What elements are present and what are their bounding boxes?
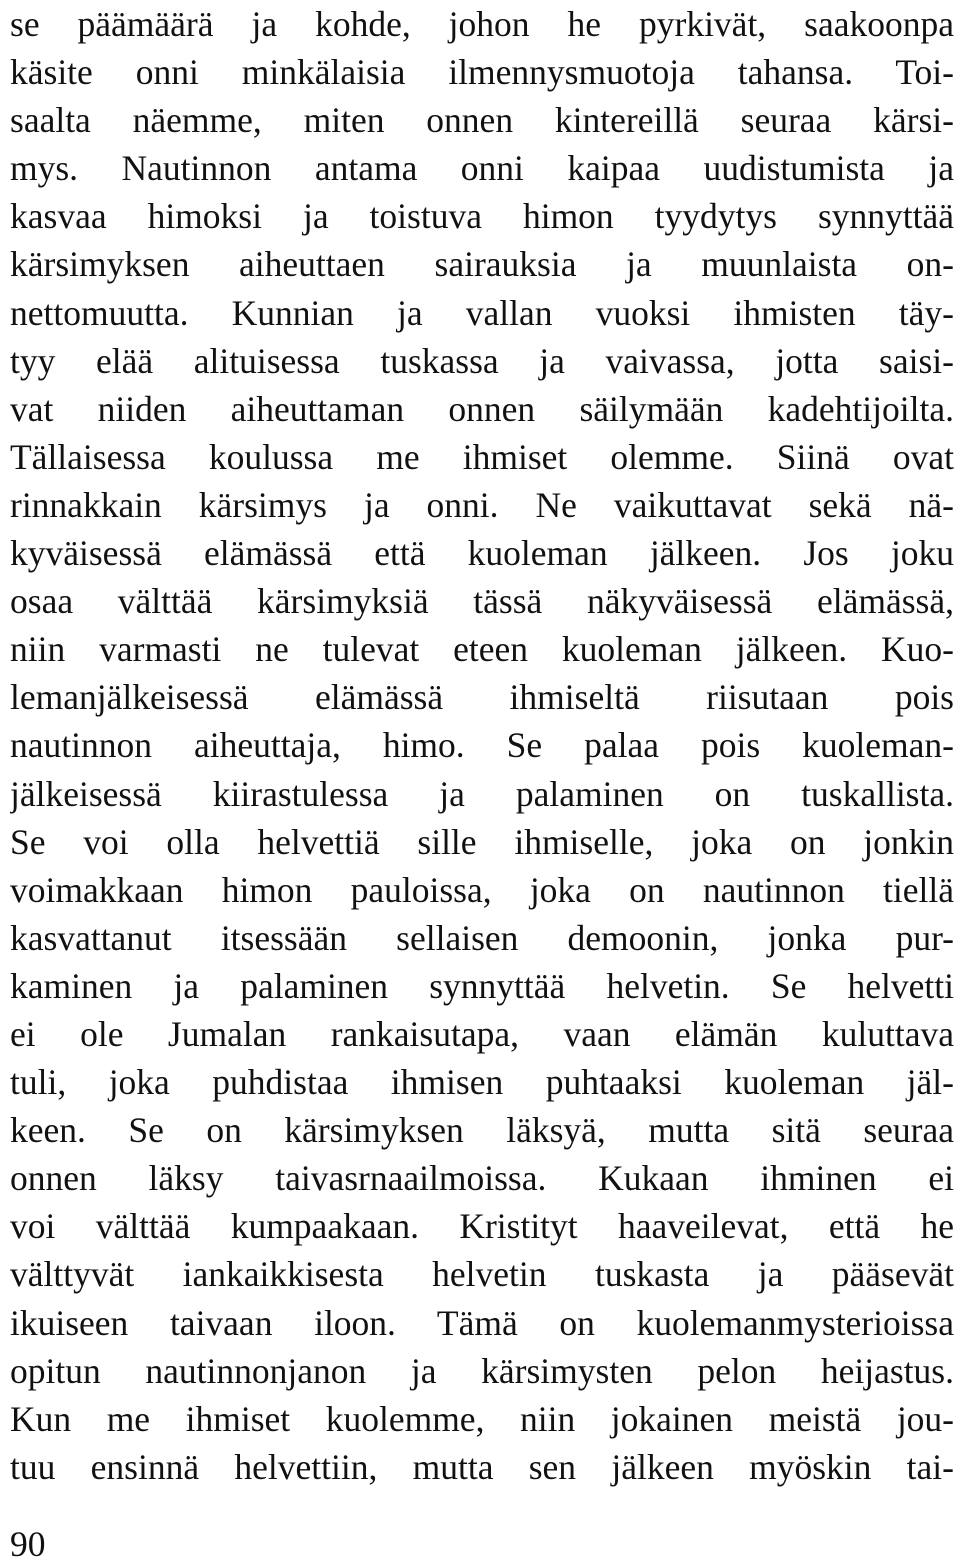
text-line-8: tyy elää alituisessa tuskassa ja vaivassa, jotta saisi-: [10, 340, 954, 381]
text-line-19: voimakkaan himon pauloissa, joka on nautinnon tiellä: [10, 869, 954, 910]
text-line-26: voi välttää kumpaakaan. Kristityt haaveilevat, että he: [10, 1206, 954, 1247]
text-line-2: käsite onni minkälaisia ilmennysmuotoja tahansa. Toi-: [10, 52, 954, 93]
text-line-24: keen. Se on kärsimyksen läksyä, mutta sitä seuraa: [10, 1110, 954, 1151]
text-line-27: välttyvät iankaikkisesta helvetin tuskasta ja pääsevät: [10, 1254, 954, 1295]
text-line-16: nautinnon aiheuttaja, himo. Se palaa pois kuoleman-: [10, 725, 954, 766]
page-number: 90: [10, 1524, 46, 1564]
text-line-17: jälkeisessä kiirastulessa ja palaminen on tuskallista.: [10, 773, 954, 814]
text-line-11: rinnakkain kärsimys ja onni. Ne vaikuttavat sekä nä-: [10, 484, 954, 525]
text-line-14: niin varmasti ne tulevat eteen kuoleman jälkeen. Kuo-: [10, 629, 954, 670]
text-line-10: Tällaisessa koulussa me ihmiset olemme. Siinä ovat: [10, 436, 954, 477]
text-line-28: ikuiseen taivaan iloon. Tämä on kuolemanmysterioissa: [10, 1302, 954, 1343]
text-line-1: se päämäärä ja kohde, johon he pyrkivät, saakoonpa: [10, 4, 954, 44]
body-text: [10, 0, 954, 1491]
text-line-21: kaminen ja palaminen synnyttää helvetin. Se helvetti: [10, 965, 954, 1006]
text-line-20: kasvattanut itsessään sellaisen demoonin, jonka pur-: [10, 917, 954, 958]
text-line-6: kärsimyksen aiheuttaen sairauksia ja muunlaista on-: [10, 244, 954, 285]
text-line-23: tuli, joka puhdistaa ihmisen puhtaaksi kuoleman jäl-: [10, 1062, 954, 1103]
text-line-12: kyväisessä elämässä että kuoleman jälkeen. Jos joku: [10, 533, 954, 574]
text-line-13: osaa välttää kärsimyksiä tässä näkyväisessä elämässä,: [10, 581, 954, 622]
text-line-3: saalta näemme, miten onnen kintereillä seuraa kärsi-: [10, 100, 954, 141]
text-line-25: onnen läksy taivasrnaailmoissa. Kukaan ihminen ei: [10, 1158, 954, 1199]
text-line-15: lemanjälkeisessä elämässä ihmiseltä riisutaan pois: [10, 677, 954, 718]
text-line-22: ei ole Jumalan rankaisutapa, vaan elämän kuluttava: [10, 1013, 954, 1054]
text-line-4: mys. Nautinnon antama onni kaipaa uudistumista ja: [10, 148, 954, 189]
text-line-7: nettomuutta. Kunnian ja vallan vuoksi ihmisten täy-: [10, 292, 954, 333]
text-line-29: opitun nautinnonjanon ja kärsimysten pelon heijastus.: [10, 1350, 954, 1391]
text-line-5: kasvaa himoksi ja toistuva himon tyydytys synnyttää: [10, 196, 954, 237]
text-line-30: Kun me ihmiset kuolemme, niin jokainen meistä jou-: [10, 1398, 954, 1439]
text-line-31: tuu ensinnä helvettiin, mutta sen jälkeen myöskin tai-: [10, 1446, 954, 1487]
text-line-18: Se voi olla helvettiä sille ihmiselle, joka on jonkin: [10, 821, 954, 862]
text-line-9: vat niiden aiheuttaman onnen säilymään kadehtijoilta.: [10, 388, 954, 429]
